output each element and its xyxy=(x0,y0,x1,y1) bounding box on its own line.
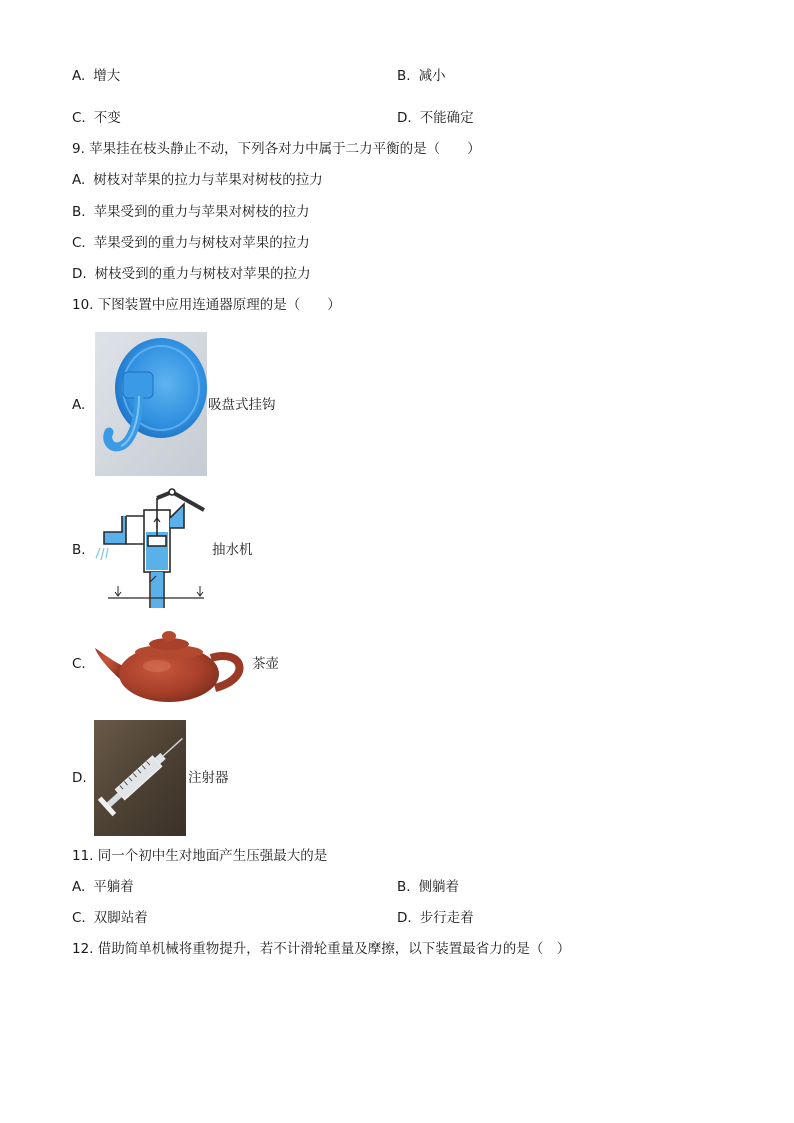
q11-stem: 11. 同一个初中生对地面产生压强最大的是 xyxy=(72,848,328,864)
q9-option-d: D. 树枝受到的重力与树枝对苹果的拉力 xyxy=(72,266,311,282)
q8-option-c: C. 不变 xyxy=(72,110,121,126)
q8-option-d: D. 不能确定 xyxy=(397,110,474,126)
suction-hook-photo-icon xyxy=(95,332,207,476)
q9-stem: 9. 苹果挂在枝头静止不动，下列各对力中属于二力平衡的是（ ） xyxy=(72,141,481,157)
q10-option-d-caption: 注射器 xyxy=(188,770,229,786)
q10-option-a-caption: 吸盘式挂钩 xyxy=(208,397,276,413)
q11-option-b: B. 侧躺着 xyxy=(397,879,460,895)
q10-stem: 10. 下图装置中应用连通器原理的是（ ） xyxy=(72,297,341,313)
syringe-photo-icon xyxy=(94,720,186,836)
q10-option-c-label: C. xyxy=(72,656,86,672)
q12-stem: 12. 借助简单机械将重物提升，若不计滑轮重量及摩擦，以下装置最省力的是（ ） xyxy=(72,941,571,957)
q8-option-b: B. 减小 xyxy=(397,68,446,84)
q10-option-b-label: B. xyxy=(72,542,86,558)
q11-option-a: A. 平躺着 xyxy=(72,879,134,895)
q10-option-c-caption: 茶壶 xyxy=(252,656,279,672)
teapot-photo-icon xyxy=(93,618,249,708)
q11-option-c: C. 双脚站着 xyxy=(72,910,148,926)
q11-option-d: D. 步行走着 xyxy=(397,910,474,926)
water-pump-diagram-icon xyxy=(92,488,210,610)
q8-option-a: A. 增大 xyxy=(72,68,121,84)
q9-option-a: A. 树枝对苹果的拉力与苹果对树枝的拉力 xyxy=(72,172,323,188)
q10-option-b-caption: 抽水机 xyxy=(212,542,253,558)
q10-option-a-label: A. xyxy=(72,397,86,413)
q9-option-b: B. 苹果受到的重力与苹果对树枝的拉力 xyxy=(72,204,310,220)
q10-option-d-label: D. xyxy=(72,770,87,786)
q9-option-c: C. 苹果受到的重力与树枝对苹果的拉力 xyxy=(72,235,310,251)
